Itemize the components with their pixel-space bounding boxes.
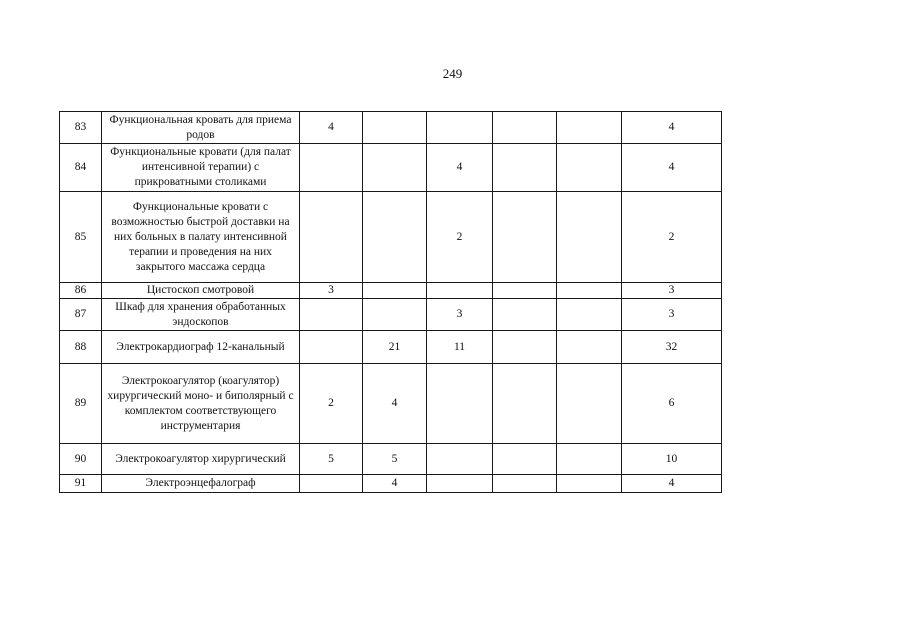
quantity-cell: 21 (363, 331, 427, 364)
quantity-cell: 4 (300, 112, 363, 144)
quantity-cell (427, 475, 493, 493)
quantity-cell: 2 (300, 364, 363, 444)
quantity-cell (493, 364, 557, 444)
quantity-cell: 5 (363, 444, 427, 475)
item-name: Функциональные кровати с возможностью быстрой доставки на них больных в палату интенсивной терапии и проведения на них закрытого массажа сердца (102, 192, 300, 283)
item-name: Электрокоагулятор хирургический (102, 444, 300, 475)
quantity-cell (557, 364, 622, 444)
quantity-cell (557, 192, 622, 283)
item-name: Функциональная кровать для приема родов (102, 112, 300, 144)
total-cell: 4 (622, 475, 722, 493)
quantity-cell (300, 144, 363, 192)
table-row (60, 192, 722, 283)
quantity-cell (300, 331, 363, 364)
quantity-cell (557, 112, 622, 144)
total-cell: 3 (622, 299, 722, 331)
total-cell: 3 (622, 283, 722, 299)
equipment-table (59, 111, 722, 493)
row-number: 89 (60, 364, 102, 444)
quantity-cell: 2 (427, 192, 493, 283)
quantity-cell (557, 144, 622, 192)
item-name: Электроэнцефалограф (102, 475, 300, 493)
quantity-cell: 4 (427, 144, 493, 192)
row-number: 87 (60, 299, 102, 331)
item-name: Электрокоагулятор (коагулятор) хирургический моно- и биполярный с комплектом соответствующего инструментария (102, 364, 300, 444)
page-number: 249 (442, 66, 463, 81)
quantity-cell (427, 283, 493, 299)
quantity-cell (557, 299, 622, 331)
quantity-cell (493, 444, 557, 475)
row-number: 85 (60, 192, 102, 283)
item-name: Цистоскоп смотровой (102, 283, 300, 299)
quantity-cell (557, 331, 622, 364)
table-row (60, 364, 722, 444)
quantity-cell: 5 (300, 444, 363, 475)
quantity-cell: 3 (427, 299, 493, 331)
total-cell: 32 (622, 331, 722, 364)
quantity-cell (557, 475, 622, 493)
total-cell: 2 (622, 192, 722, 283)
quantity-cell (363, 299, 427, 331)
row-number: 90 (60, 444, 102, 475)
quantity-cell (363, 112, 427, 144)
quantity-cell: 11 (427, 331, 493, 364)
quantity-cell (427, 112, 493, 144)
total-cell: 4 (622, 112, 722, 144)
table-row (60, 475, 722, 493)
total-cell: 6 (622, 364, 722, 444)
quantity-cell: 4 (363, 364, 427, 444)
table-row (60, 299, 722, 331)
total-cell: 10 (622, 444, 722, 475)
row-number: 91 (60, 475, 102, 493)
table-row (60, 283, 722, 299)
total-cell: 4 (622, 144, 722, 192)
row-number: 83 (60, 112, 102, 144)
quantity-cell (493, 112, 557, 144)
quantity-cell (300, 192, 363, 283)
table-row (60, 331, 722, 364)
quantity-cell (493, 299, 557, 331)
quantity-cell (557, 444, 622, 475)
row-number: 84 (60, 144, 102, 192)
table-row (60, 144, 722, 192)
quantity-cell (363, 144, 427, 192)
quantity-cell (363, 192, 427, 283)
quantity-cell (493, 192, 557, 283)
quantity-cell (493, 475, 557, 493)
table-row (60, 112, 722, 144)
table-row (60, 444, 722, 475)
quantity-cell: 3 (300, 283, 363, 299)
item-name: Функциональные кровати (для палат интенсивной терапии) с прикроватными столиками (102, 144, 300, 192)
quantity-cell: 4 (363, 475, 427, 493)
quantity-cell (363, 283, 427, 299)
item-name: Электрокардиограф 12-канальный (102, 331, 300, 364)
quantity-cell (300, 475, 363, 493)
quantity-cell (493, 331, 557, 364)
quantity-cell (493, 144, 557, 192)
quantity-cell (300, 299, 363, 331)
row-number: 86 (60, 283, 102, 299)
quantity-cell (427, 444, 493, 475)
quantity-cell (557, 283, 622, 299)
quantity-cell (427, 364, 493, 444)
item-name: Шкаф для хранения обработанных эндоскопов (102, 299, 300, 331)
row-number: 88 (60, 331, 102, 364)
quantity-cell (493, 283, 557, 299)
